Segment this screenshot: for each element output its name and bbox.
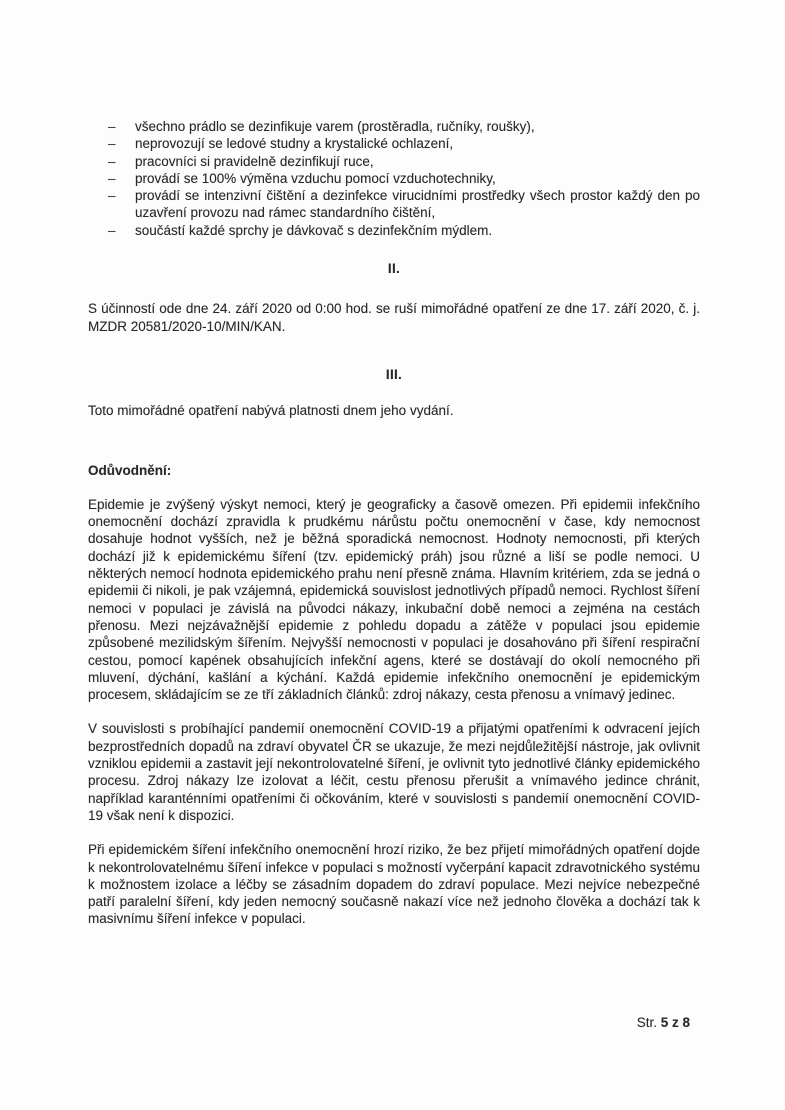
justification-paragraph-3: Při epidemickém šíření infekčního onemocnění hrozí riziko, že bez přijetí mimořádných opatření dojde k nekontrolovatelnému šíření infekce v populaci s možností vyčerpání kapacit zdravotnického systému k možnostem izolace a léčby se zásadním dopadem do zdraví populace. Mezi nejvíce nebezpečné patří paralelní šíření, kdy jeden nemocný současně nakazí více než jednoho člověka a dochází tak k masivnímu šíření infekce v populaci. — [88, 842, 700, 927]
section-ii-text: S účinností ode dne 24. září 2020 od 0:00 hod. se ruší mimořádné opatření ze dne 17. září 2020, č. j. MZDR 20581/2020-10/MIN/KAN. — [88, 301, 700, 334]
hygiene-measures-list — [88, 118, 700, 239]
list-item-text: pracovníci si pravidelně dezinfikují ruce, — [135, 153, 374, 169]
section-ii-heading: II. — [387, 261, 401, 277]
dash-marker: – — [108, 153, 116, 169]
justification-heading: Odůvodnění: — [88, 462, 172, 478]
list-item-text: neprovozují se ledové studny a krystalické ochlazení, — [135, 136, 454, 152]
page-number-value: 5 z 8 — [660, 1015, 690, 1030]
dash-marker: – — [108, 222, 116, 238]
justification-paragraph-1: Epidemie je zvýšený výskyt nemoci, který je geograficky a časově omezen. Při epidemii infekčního onemocnění dochází zpravidla k prudkému nárůstu počtu onemocnění v čase, kdy nemocnost dosahuje hodnot vyšších, než je běžná sporadická nemocnost. Hodnoty nemocnosti, při kterých dochází již k epidemickému šíření (tzv. epidemický práh) jsou různé a liší se podle nemoci. U některých nemocí hodnota epidemického prahu není přesně známa. Hlavním kritériem, zda se jedná o epidemii či nikoli, je pak vzájemná, epidemická souvislost jednotlivých případů nemoci. Rychlost šíření nemoci v populaci je závislá na původci nákazy, inkubační době nemoci a zejména na cestách přenosu. Mezi nejzávažnější epidemie z pohledu dopadu a zátěže v populaci jsou epidemie způsobené mezilidským šířením. Nejvyšší nemocnosti v populaci je dosahováno při šíření respirační cestou, pomocí kapének obsahujících infekční agens, které se dostávají do okolí nemocného při mluvení, dýchání, kašlání a kýchání. Každá epidemie infekčního onemocnění je epidemickým procesem, skládajícím se ze tří základních článků: zdroj nákazy, cesta přenosu a vnímavý jedinec. — [88, 496, 700, 703]
page-number — [637, 1014, 690, 1031]
list-item-text: provádí se intenzivní čištění a dezinfekce virucidními prostředky všech prostor každý den po uzavření provozu nad rámec standardního čištění, — [135, 188, 700, 221]
dash-marker: – — [108, 170, 116, 186]
list-item — [88, 187, 700, 222]
dash-marker: – — [108, 188, 116, 204]
page-content — [88, 0, 700, 928]
list-item — [88, 170, 700, 187]
list-item — [88, 118, 700, 135]
list-item-text: všechno prádlo se dezinfikuje varem (prostěradla, ručníky, roušky), — [135, 119, 535, 134]
dash-marker: – — [108, 136, 116, 152]
section-iii-text: Toto mimořádné opatření nabývá platnosti dnem jeho vydání. — [88, 403, 454, 419]
section-iii-heading: III. — [385, 366, 403, 382]
list-item-text: součástí každé sprchy je dávkovač s dezinfekčním mýdlem. — [135, 222, 493, 238]
list-item — [88, 135, 700, 152]
dash-marker: – — [108, 119, 116, 134]
list-item — [88, 153, 700, 170]
page-number-prefix: Str. — [636, 1015, 657, 1030]
list-item — [88, 222, 700, 239]
justification-paragraph-2: V souvislosti s probíhající pandemií onemocnění COVID-19 a přijatými opatřeními k odvracení jejích bezprostředních dopadů na zdraví obyvatel ČR se ukazuje, že mezi nejdůležitější nástroje, jak ovlivnit vzniklou epidemii a zastavit její nekontrolovatelné šíření, je ovlivnit tyto jednotlivé články epidemického procesu. Zdroj nákazy lze izolovat a léčit, cestu přenosu přerušit a vnímavého jedince chránit, například karanténními opatřeními či očkováním, které v souvislosti s pandemií onemocnění COVID-19 však není k dispozici. — [88, 721, 700, 823]
list-item-text: provádí se 100% výměna vzduchu pomocí vzduchotechniky, — [135, 170, 496, 186]
